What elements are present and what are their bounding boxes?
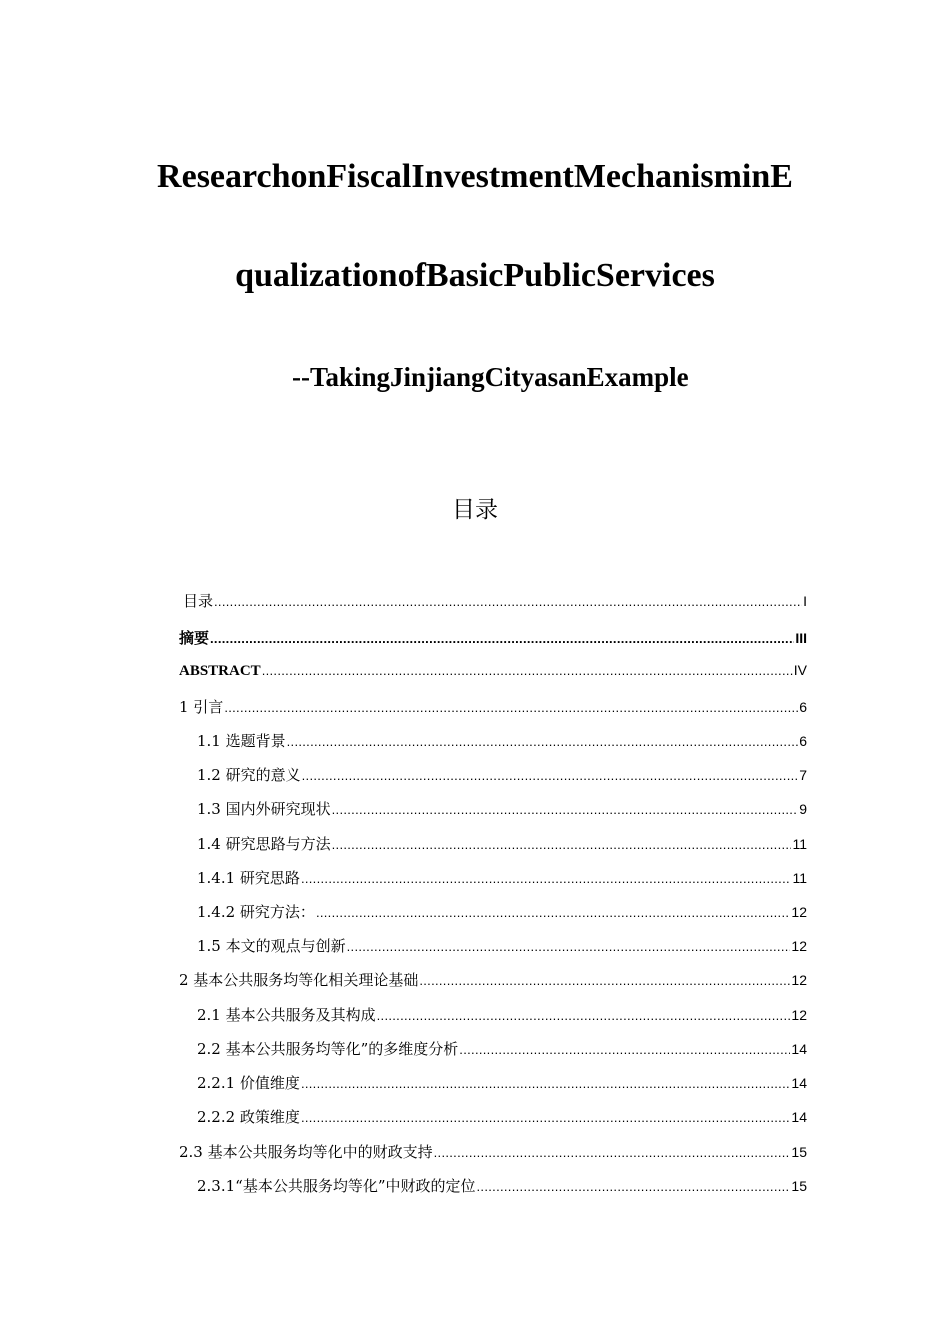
toc-entry-label: 目录: [183, 592, 214, 610]
toc-entry-page: I: [803, 593, 807, 609]
toc-entry[interactable]: [197, 833, 807, 857]
toc-entry-page: 12: [791, 938, 807, 954]
toc-leader-dots: [377, 1008, 791, 1023]
toc-entry[interactable]: [179, 627, 807, 651]
toc-entry[interactable]: [197, 1038, 807, 1062]
toc-leader-dots: [301, 1110, 790, 1125]
toc-entry-label: 1.1 选题背景: [197, 732, 286, 750]
toc-entry[interactable]: [197, 901, 807, 925]
toc-entry[interactable]: [197, 798, 807, 822]
toc-entry[interactable]: [197, 1004, 807, 1028]
toc-heading: 目录: [452, 497, 498, 523]
toc-entry-page: III: [795, 630, 807, 646]
toc-leader-dots: [210, 631, 794, 646]
toc-entry-label: 1.4 研究思路与方法: [197, 835, 331, 853]
toc-leader-dots: [332, 837, 792, 852]
toc-leader-dots: [287, 734, 799, 749]
toc-entry-page: IV: [793, 662, 807, 678]
toc-entry-page: 12: [791, 1007, 807, 1023]
toc-entry-page: 11: [792, 870, 807, 886]
toc-leader-dots: [347, 939, 791, 954]
toc-entry-page: 14: [791, 1075, 807, 1091]
toc-entry[interactable]: [179, 969, 807, 993]
toc-entry[interactable]: [183, 590, 807, 614]
toc-leader-dots: [301, 871, 792, 886]
toc-entry-label: 1.2 研究的意义: [197, 766, 301, 784]
toc-entry[interactable]: [197, 730, 807, 754]
toc-entry-page: 14: [791, 1041, 807, 1057]
toc-entry-label: 2.3 基本公共服务均等化中的财政支持: [179, 1143, 433, 1161]
toc-entry-page: 9: [799, 801, 807, 817]
toc-entry[interactable]: [179, 696, 807, 720]
toc-entry-label: 1 引言: [179, 698, 224, 716]
toc-entry-page: 7: [799, 767, 807, 783]
toc-entry[interactable]: [197, 1175, 807, 1199]
toc-leader-dots: [224, 700, 798, 715]
toc-entry[interactable]: [179, 1141, 807, 1165]
toc-leader-dots: [419, 973, 790, 988]
toc-leader-dots: [262, 663, 793, 678]
toc-leader-dots: [214, 594, 802, 609]
toc-entry-page: 6: [799, 699, 807, 715]
toc-entry-label: 摘要: [179, 629, 210, 647]
toc-leader-dots: [434, 1145, 791, 1160]
toc-entry-label: ABSTRACT: [179, 663, 261, 679]
toc-leader-dots: [332, 802, 799, 817]
toc-leader-dots: [459, 1042, 790, 1057]
toc-entry-page: 11: [792, 836, 807, 852]
toc-leader-dots: [301, 1076, 790, 1091]
toc-entry-page: 6: [799, 733, 807, 749]
toc-entry-label: 2.2 基本公共服务均等化”的多维度分析: [197, 1040, 459, 1058]
toc-entry-label: 2.2.2 政策维度: [197, 1108, 300, 1126]
toc-entry[interactable]: [197, 867, 807, 891]
toc-entry[interactable]: [179, 662, 807, 686]
toc-leader-dots: [477, 1179, 791, 1194]
toc-entry-label: 1.4.1 研究思路: [197, 869, 300, 887]
toc-entry-label: 1.3 国内外研究现状: [197, 800, 331, 818]
document-title-line-2: qualizationofBasicPublicServices: [235, 257, 715, 294]
toc-entry-page: 15: [791, 1178, 807, 1194]
toc-entry-page: 12: [791, 904, 807, 920]
toc-entry-page: 14: [791, 1109, 807, 1125]
document-title-line-1: ResearchonFiscalInvestmentMechanisminE: [157, 158, 793, 195]
toc-entry[interactable]: [197, 764, 807, 788]
toc-entry-label: 1.4.2 研究方法：: [197, 903, 315, 921]
toc-entry-label: 2.2.1 价值维度: [197, 1074, 300, 1092]
toc-entry-page: 12: [791, 972, 807, 988]
toc-entry[interactable]: [197, 935, 807, 959]
toc-entry-label: 1.5 本文的观点与创新: [197, 937, 346, 955]
toc-leader-dots: [316, 905, 790, 920]
toc-entry-label: 2 基本公共服务均等化相关理论基础: [179, 971, 419, 989]
toc-leader-dots: [302, 768, 799, 783]
toc-entry-page: 15: [791, 1144, 807, 1160]
toc-entry[interactable]: [197, 1072, 807, 1096]
document-subtitle: --TakingJinjiangCityasanExample: [292, 362, 689, 392]
toc-entry-label: 2.1 基本公共服务及其构成: [197, 1006, 376, 1024]
toc-entry-label: 2.3.1“基本公共服务均等化”中财政的定位: [197, 1177, 476, 1195]
toc-entry[interactable]: [197, 1106, 807, 1130]
